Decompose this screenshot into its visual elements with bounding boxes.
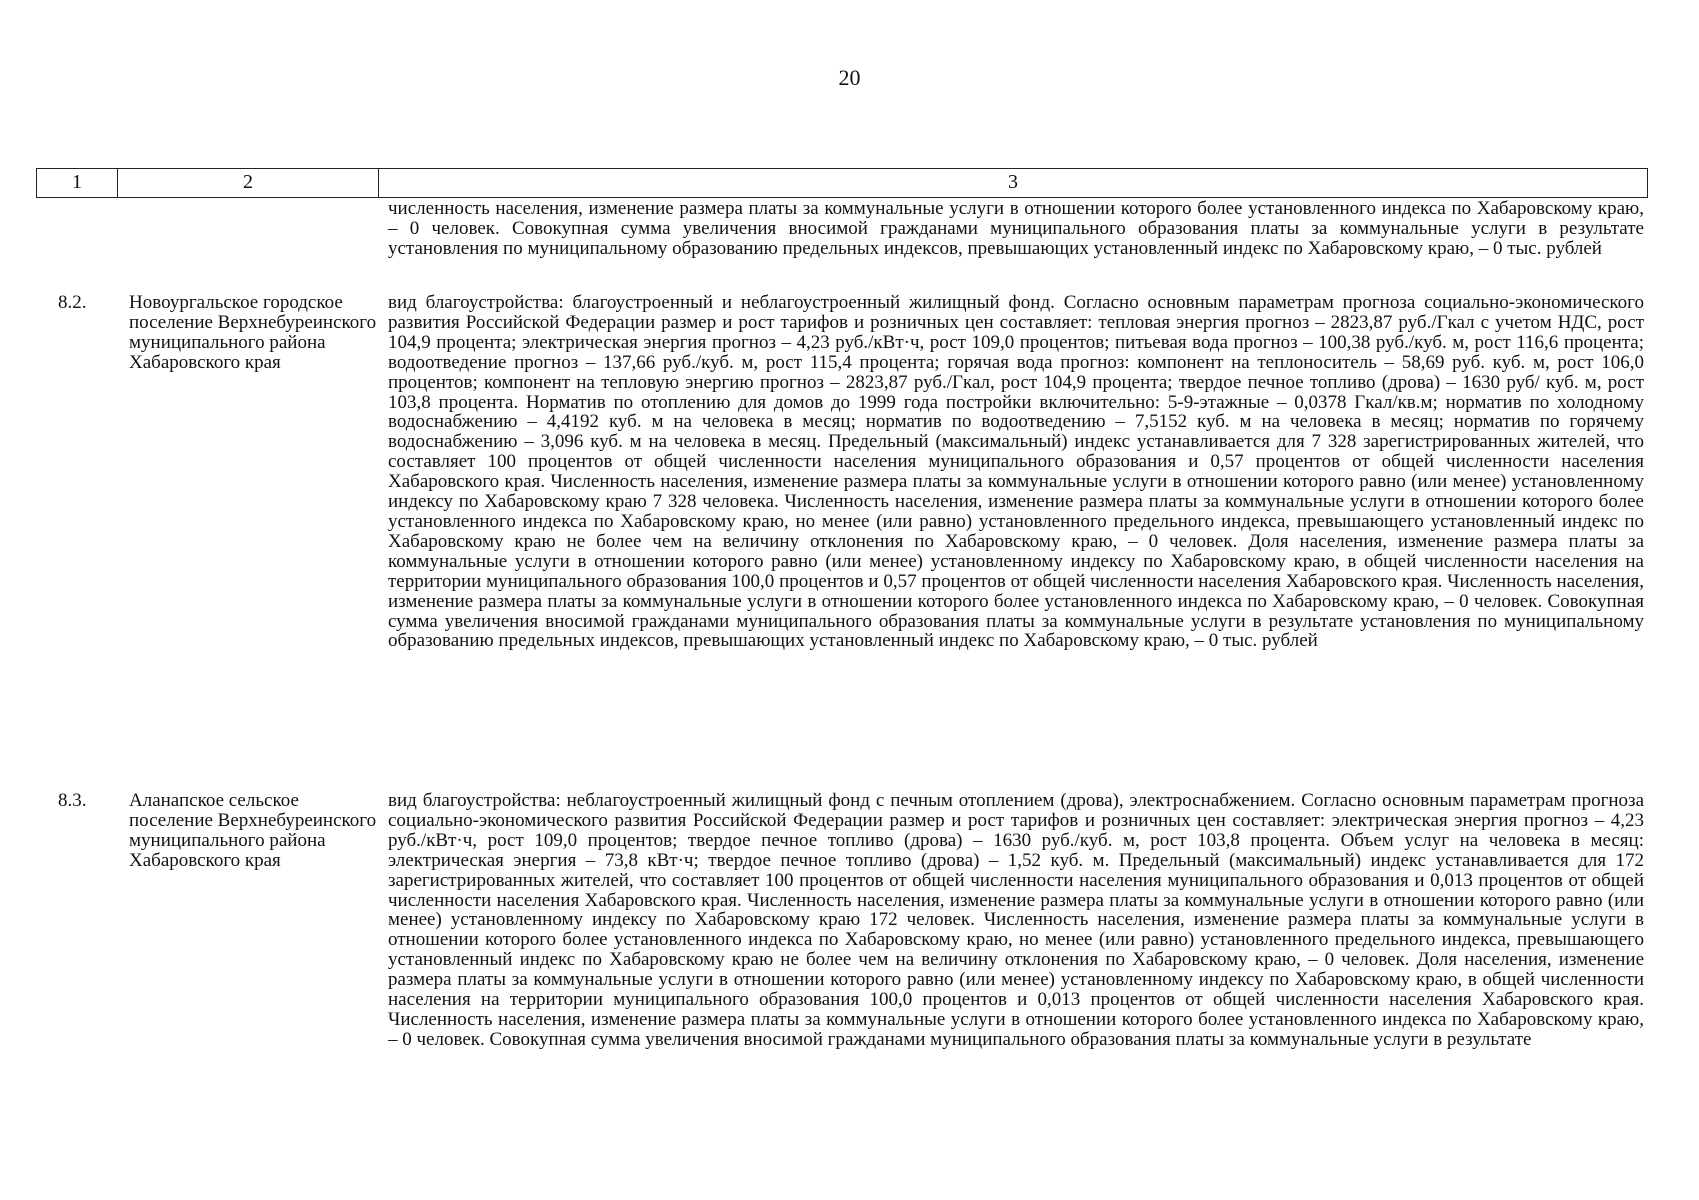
header-col-1: 1 bbox=[37, 169, 118, 197]
row-number: 8.3. bbox=[58, 790, 87, 811]
row-number: 8.2. bbox=[58, 292, 87, 313]
header-col-2: 2 bbox=[118, 169, 379, 197]
table-header-row bbox=[36, 168, 1648, 198]
row-text: численность населения, изменение размера платы за коммунальные услуги в отношении которого более установленного индекса по Хабаровскому краю, – 0 человек. Совокупная сумма увеличения вносимой гражданами муниципального образования платы за коммунальные услуги в результате установления по муниципальному образованию предельных индексов, превышающих установленный индекс по Хабаровскому краю, – 0 тыс. рублей bbox=[388, 198, 1644, 259]
row-place-name: Аланапское сельское поселение Верхнебуреинского муниципального района Хабаровского края bbox=[129, 790, 377, 871]
header-col-3: 3 bbox=[1008, 171, 1018, 193]
row-place-name: Новоургальское городское поселение Верхнебуреинского муниципального района Хабаровского края bbox=[129, 292, 377, 373]
page-number: 20 bbox=[838, 65, 861, 90]
row-text: вид благоустройства: благоустроенный и неблагоустроенный жилищный фонд. Согласно основным параметрам прогноза социально-экономического развития Российской Федерации размер и рост тарифов и розничных цен составляет: тепловая энергия прогноз – 2823,87 руб./Гкал с учетом НДС, рост 104,9 процента; электрическая энергия прогноз – 4,23 руб./кВт·ч, рост 109,0 процентов; питьевая вода прогноз – 100,38 руб./куб. м, рост 116,6 процента; водоотведение прогноз – 137,66 руб./куб. м, рост 115,4 процента; горячая вода прогноз: компонент на теплоноситель – 58,69 руб. куб. м, рост 106,0 процентов; компонент на тепловую энергию прогноз – 2823,87 руб./Гкал, рост 104,9 процента; твердое печное топливо (дрова) – 1630 руб/ куб. м, рост 103,8 процента. Норматив по отоплению для домов до 1999 года постройки включительно: 5-9-этажные – 0,0378 Гкал/кв.м; норматив по холодному водоснабжению – 4,4192 куб. м на человека в месяц; норматив по водоотведению – 7,5152 куб. м на человека в месяц; норматив по горячему водоснабжению – 3,096 куб. м на человека в месяц. Предельный (максимальный) индекс устанавливается для 7 328 зарегистрированных жителей, что составляет 100 процентов от общей численности населения муниципального образования и 0,57 процентов от общей численности населения Хабаровского края. Численность населения, изменение размера платы за коммунальные услуги в отношении которого равно (или менее) установленному индексу по Хабаровскому краю 7 328 человека. Численность населения, изменение размера платы за коммунальные услуги в отношении которого более установленного индекса по Хабаровскому краю, но менее (или равно) установленного предельного индекса, превышающего установленный индекс по Хабаровскому краю не более чем на величину отклонения по Хабаровскому краю, – 0 человек. Доля населения, изменение размера платы за коммунальные услуги в отношении которого равно (или менее) установленному индексу по Хабаровскому краю, в общей численности населения на территории муниципального образования 100,0 процентов и 0,57 процентов от общей численности населения Хабаровского края. Численность населения, изменение размера платы за коммунальные услуги в отношении которого более установленного индекса по Хабаровскому краю, – 0 человек. Совокупная сумма увеличения вносимой гражданами муниципального образования платы за коммунальные услуги в результате установления по муниципальному образованию предельных индексов, превышающих установленный индекс по Хабаровскому краю, – 0 тыс. рублей bbox=[388, 292, 1644, 652]
row-text: вид благоустройства: неблагоустроенный жилищный фонд с печным отоплением (дрова), электроснабжением. Согласно основным параметрам прогноза социально-экономического развития Российской Федерации размер и рост тарифов и розничных цен составляет: электрическая энергия прогноз – 4,23 руб./кВт·ч, рост 109,0 процентов; твердое печное топливо (дрова) – 1630 руб./куб. м, рост 103,8 процента. Объем услуг на человека в месяц: электрическая энергия – 73,8 кВт·ч; твердое печное топливо (дрова) – 1,52 куб. м. Предельный (максимальный) индекс устанавливается для 172 зарегистрированных жителей, что составляет 100 процентов от общей численности населения муниципального образования и 0,013 процентов от общей численности населения Хабаровского края. Численность населения, изменение размера платы за коммунальные услуги в отношении которого равно (или менее) установленному индексу по Хабаровскому краю 172 человек. Численность населения, изменение размера платы за коммунальные услуги в отношении которого более установленного индекса по Хабаровскому краю, но менее (или равно) установленного предельного индекса, превышающего установленный индекс по Хабаровскому краю не более чем на величину отклонения по Хабаровскому краю, – 0 человек. Доля населения, изменение размера платы за коммунальные услуги в отношении которого равно (или менее) установленному индексу по Хабаровскому краю, в общей численности населения на территории муниципального образования 100,0 процентов и 0,013 процентов от общей численности населения Хабаровского края. Численность населения, изменение размера платы за коммунальные услуги в отношении которого более установленного индекса по Хабаровскому краю, – 0 человек. Совокупная сумма увеличения вносимой гражданами муниципального образования платы за коммунальные услуги в результате bbox=[388, 790, 1644, 1050]
